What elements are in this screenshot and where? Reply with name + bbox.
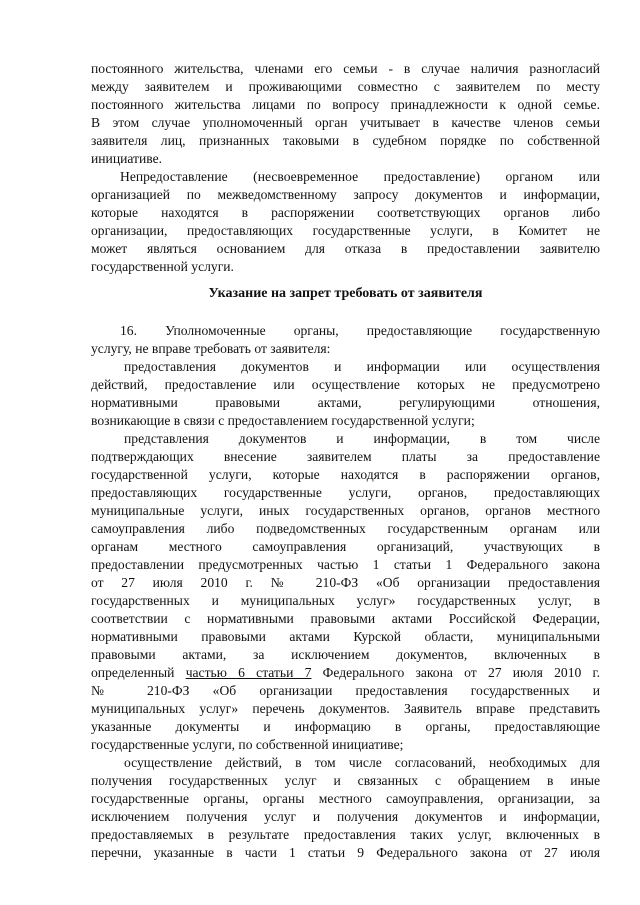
text-fragment: Федерального закона от 27 июля 2010 г.: [311, 665, 600, 680]
text-line: государственной услуги.: [91, 259, 234, 274]
law-reference-link[interactable]: частью 6 статьи 7: [185, 665, 312, 680]
text-line: № 210-ФЗ «Об организации предоставления государственных и: [91, 683, 600, 698]
text-line: организацией по межведомственному запросу документов и информации,: [91, 187, 600, 202]
text-line: В этом случае уполномоченный орган учитывает в качестве членов семьи: [91, 115, 600, 130]
text-line: осуществление действий, в том числе согласований, необходимых для: [124, 755, 600, 770]
text-line: органам местного самоуправления организаций, участвующих в: [91, 539, 600, 554]
text-line: действий, предоставление или осуществление которых не предусмотрено: [91, 377, 600, 392]
text-line: организации, предоставляющих государственные услуги, в Комитет не: [91, 223, 600, 238]
text-line: представления документов и информации, в том числе: [124, 431, 600, 446]
text-line: нормативными правовыми актами Курской области, муниципальными: [91, 629, 600, 644]
text-line: услугу, не вправе требовать от заявителя:: [91, 341, 331, 356]
text-line: государственные услуги, по собственной инициативе;: [91, 737, 404, 752]
text-line: перечни, указанные в части 1 статьи 9 Федерального закона от 27 июля: [91, 845, 600, 860]
text-line: нормативными правовыми актами, регулирующими отношения,: [91, 395, 600, 410]
text-line: возникающие в связи с предоставлением государственной услуги;: [91, 413, 475, 428]
text-line: указанные документы и информацию в органы, предоставляющие: [91, 719, 600, 734]
text-line: постоянного жительства лицами по вопросу принадлежности к одной семье.: [91, 97, 600, 112]
section-heading: Указание на запрет требовать от заявителя: [208, 286, 483, 301]
text-line: инициативе.: [91, 151, 163, 166]
text-line: соответствии с нормативными правовыми актами Российской Федерации,: [91, 611, 600, 626]
text-line: постоянного жительства, членами его семьи - в случае наличия разногласий: [91, 61, 600, 76]
text-line: 16. Уполномоченные органы, предоставляющие государственную: [120, 323, 600, 338]
text-line: самоуправления либо подведомственных государственным органам или: [91, 521, 600, 536]
text-line: государственные органы, органы местного самоуправления, организации, за: [91, 791, 600, 806]
text-line: предоставляемых в результате предоставления таких услуг, включенных в: [91, 827, 600, 842]
text-line: предоставляющих государственные услуги, органов, предоставляющих: [91, 485, 600, 500]
text-line: муниципальные услуги, иных государственных органов, органов местного: [91, 503, 600, 518]
text-line: правовыми актами, за исключением документов, включенных в: [91, 647, 600, 662]
text-line: от 27 июля 2010 г. № 210-ФЗ «Об организации предоставления: [91, 575, 600, 590]
text-line: муниципальных услуг» перечень документов. Заявитель вправе представить: [91, 701, 600, 716]
text-fragment: определенный: [91, 665, 186, 680]
text-line: государственной услуги, которые находятся в распоряжении органов,: [91, 467, 600, 482]
text-line: государственных и муниципальных услуг» государственных услуг, в: [91, 593, 600, 608]
text-line: получения государственных услуг и связанных с обращением в иные: [91, 773, 600, 788]
text-line: предоставлении предусмотренных частью 1 статьи 1 Федерального закона: [91, 557, 600, 572]
text-line: исключением получения услуг и получения документов и информации,: [91, 809, 600, 824]
text-line: между заявителем и проживающими совместно с заявителем по месту: [91, 79, 600, 94]
text-line: Непредоставление (несвоевременное предоставление) органом или: [120, 169, 600, 184]
text-line: [91, 664, 600, 682]
text-line: которые находятся в распоряжении соответствующих органов либо: [91, 205, 600, 220]
text-line: предоставления документов и информации или осуществления: [124, 359, 600, 374]
text-line: заявителя лиц, признанных таковыми в судебном порядке по собственной: [91, 133, 600, 148]
text-line: подтверждающих внесение заявителем платы за предоставление: [91, 449, 600, 464]
text-line: может являться основанием для отказа в предоставлении заявителю: [91, 241, 600, 256]
